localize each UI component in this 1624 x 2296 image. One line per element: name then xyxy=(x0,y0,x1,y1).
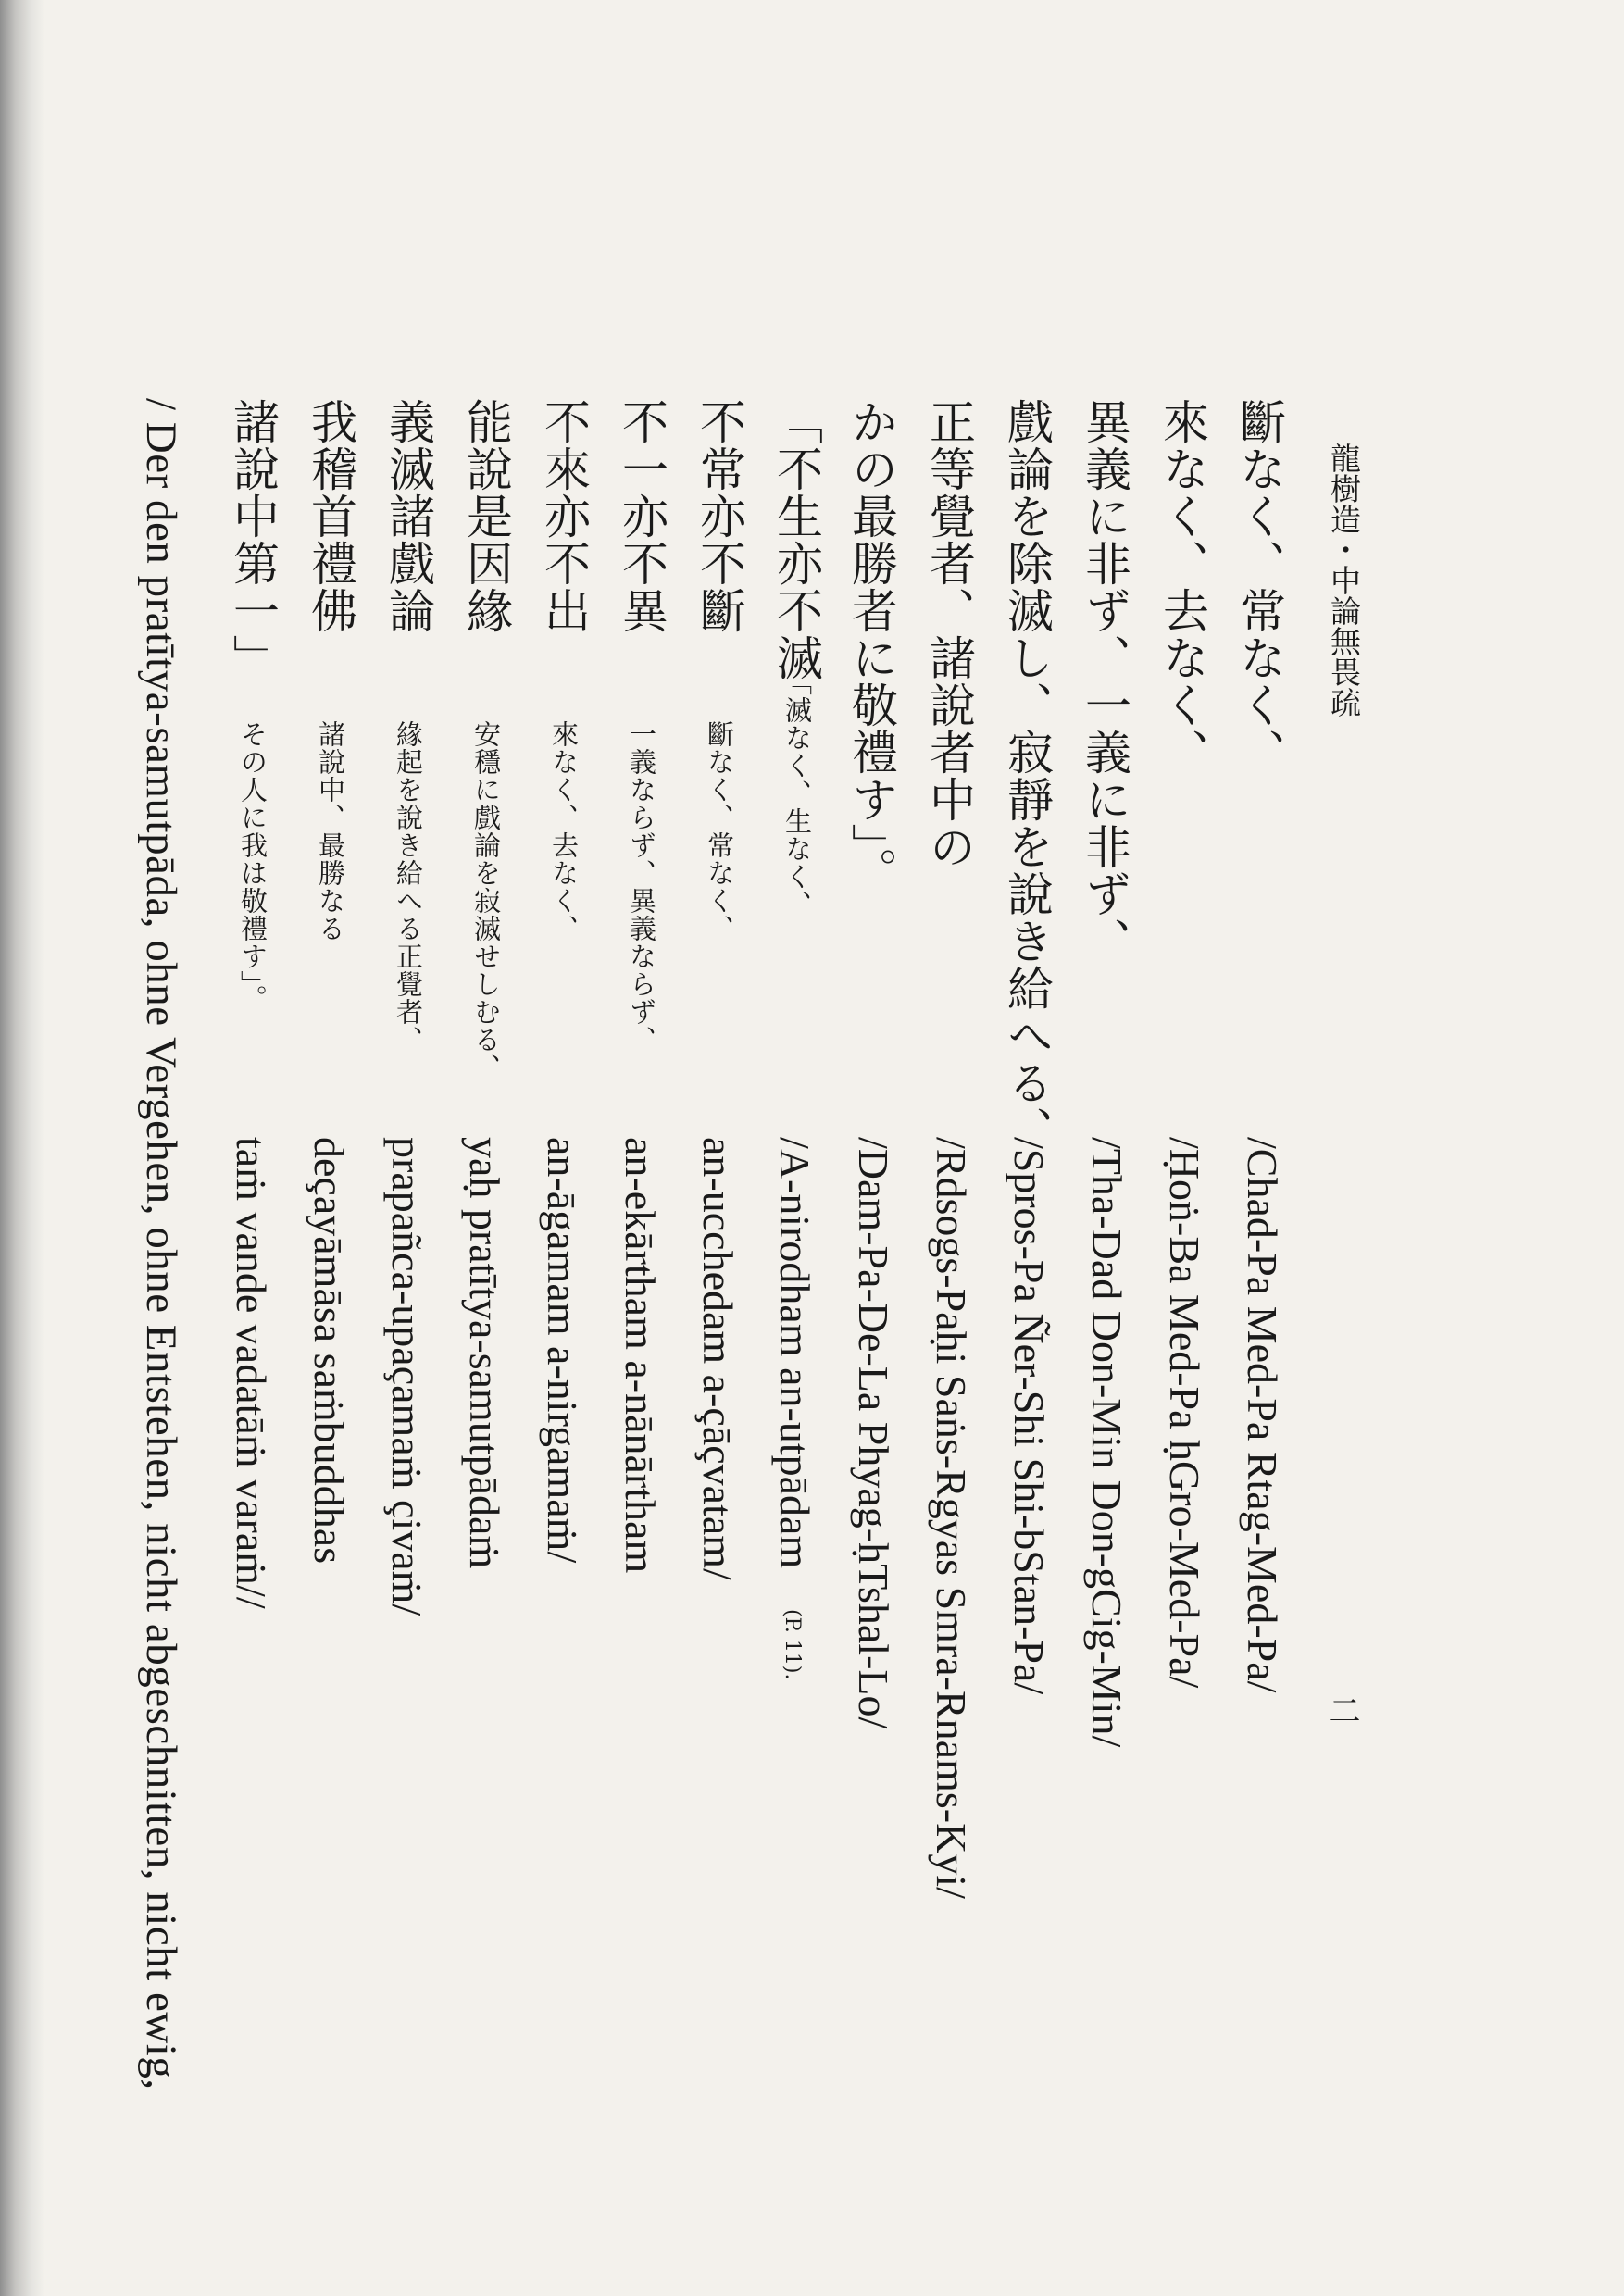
verse-line-8: 諸說中第一」 xyxy=(226,398,280,681)
main-text-line-3: 異義に非ず、一義に非ず、 xyxy=(1078,398,1131,965)
sanskrit-line-6: prapañca-upaçamaṁ çivaṁ/ xyxy=(383,1137,431,1616)
gloss-line-1: 「滅なく、生なく、 xyxy=(781,668,813,918)
verse-line-3: 不一亦不異 xyxy=(615,398,668,634)
main-text-line-2: 來なく、去なく、 xyxy=(1156,398,1209,776)
main-text-line-4: 戲論を除滅し、寂靜を說き給へる、 xyxy=(1000,398,1054,1154)
tibetan-line-2: /Ḥoṅ-Ba Med-Pa ḥGro-Med-Pa/ xyxy=(1161,1137,1208,1689)
main-text-line-5: 正等覺者、諸說者中の xyxy=(922,398,976,870)
verse-line-5: 能說是因緣 xyxy=(459,398,513,634)
sanskrit-line-5: yaḥ pratītya-samutpādaṁ xyxy=(461,1137,508,1569)
sanskrit-line-1: /A-nirodham an-utpādam xyxy=(771,1137,818,1569)
verse-line-7: 我稽首禮佛 xyxy=(304,398,357,634)
sanskrit-line-8: taṁ vande vadatāṁ varaṁ// xyxy=(228,1137,275,1609)
gloss-line-8: その人に我は敬禮す」。 xyxy=(237,720,269,1013)
gloss-line-6: 緣起を說き給へる正覺者、 xyxy=(393,720,424,1054)
tibetan-line-3: /Tha-Dad Don-Min Don-gCig-Min/ xyxy=(1083,1137,1131,1748)
main-text-line-1: 斷なく、常なく、 xyxy=(1232,398,1286,776)
verse-line-1: 「不生亦不滅 xyxy=(769,398,823,681)
sanskrit-line-4: an-āgamam a-nirgamaṁ/ xyxy=(539,1137,586,1564)
tibetan-line-4: /Spros-Pa Ñer-Shi Shi-bStan-Pa/ xyxy=(1006,1137,1053,1695)
tibetan-line-1: /Chad-Pa Med-Pa Rtag-Med-Pa/ xyxy=(1239,1137,1286,1693)
tibetan-line-6: /Dam-Pa-De-La Phyag-ḥTshal-Lo/ xyxy=(850,1137,897,1729)
gloss-line-5: 安穩に戲論を寂滅せしむる、 xyxy=(470,720,502,1081)
verse-line-6: 義滅諸戲論 xyxy=(381,398,435,634)
page-number: 二 xyxy=(1323,1694,1360,1726)
sanskrit-line-2: an-ucchedam a-çāçvatam/ xyxy=(694,1137,742,1580)
verse-line-4: 不來亦不出 xyxy=(537,398,591,634)
german-translation-line: / Der den pratītya-samutpāda, ohne Vergehen, ohne Entstehen, nicht abgeschnitten, nicht ewig, xyxy=(137,398,185,2090)
main-text-line-6: かの最勝者に敬禮す」。 xyxy=(844,398,898,894)
sanskrit-line-3: an-ekārtham a-nānārtham xyxy=(617,1137,664,1574)
running-title: 龍樹造・中論無畏疏 xyxy=(1326,443,1362,718)
gloss-line-2: 斷なく、常なく、 xyxy=(704,720,735,942)
gloss-line-4: 來なく、去なく、 xyxy=(548,720,580,942)
gloss-line-7: 諸說中、最勝なる xyxy=(315,720,346,942)
gloss-line-3: 一義ならず、異義ならず、 xyxy=(626,720,657,1054)
tibetan-line-5: /Rdsogs-Paḥi Saṅs-Rgyas Smra-Rnams-Kyi/ xyxy=(928,1137,975,1899)
verse-line-2: 不常亦不斷 xyxy=(693,398,746,634)
sanskrit-line-7: deçayāmāsa saṁbuddhas xyxy=(306,1137,353,1565)
sanskrit-reference: (P. 11). xyxy=(781,1609,804,1680)
